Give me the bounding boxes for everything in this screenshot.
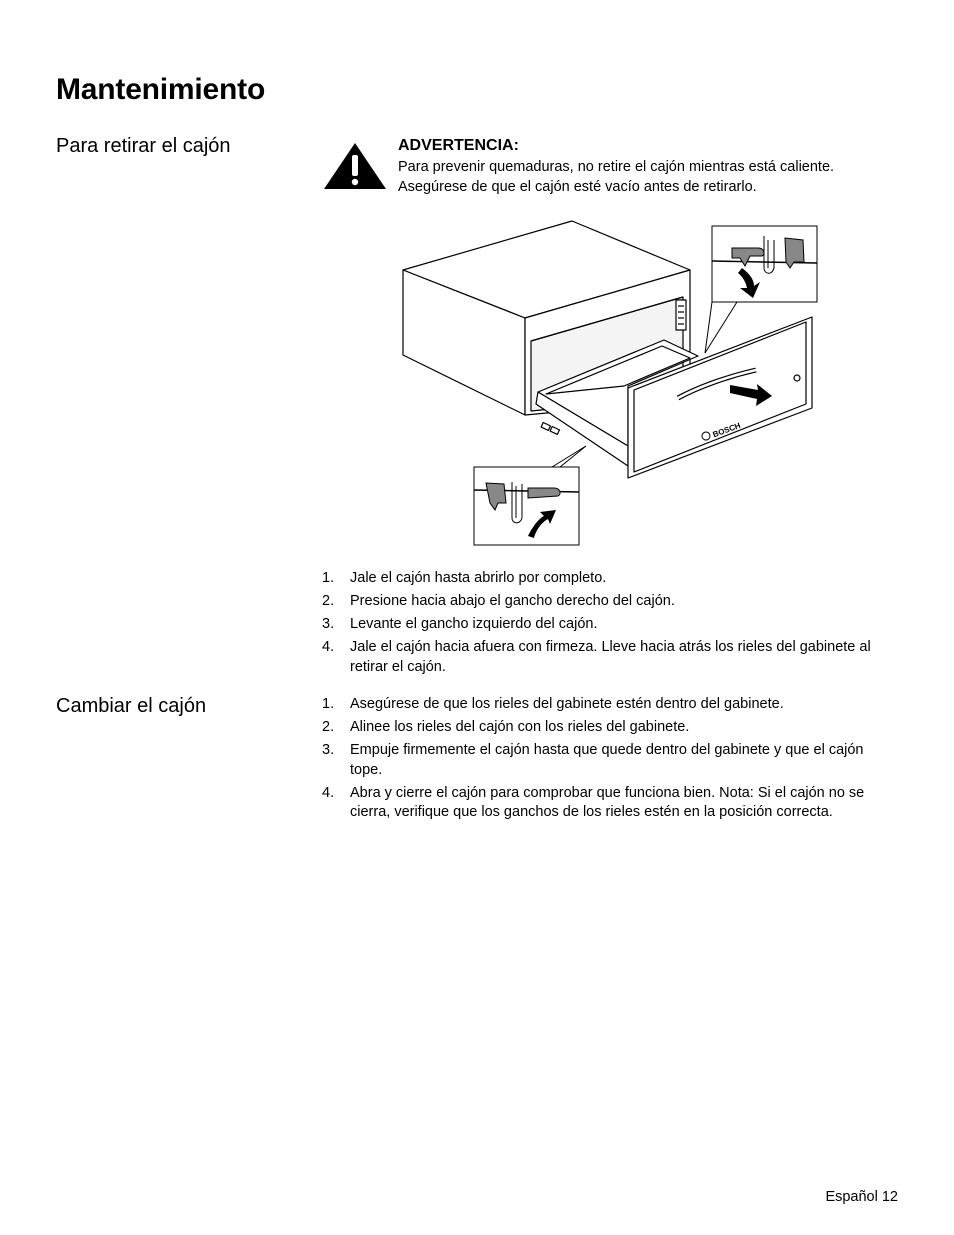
warning-title: ADVERTENCIA: [398, 137, 519, 154]
warning-line: Para prevenir quemaduras, no retire el cajón mientras está caliente. [398, 159, 835, 175]
section-heading-remove-drawer: Para retirar el cajón [56, 135, 231, 157]
warning-line: Asegúrese de que el cajón esté vacío antes de retirarlo. [398, 178, 757, 195]
left-hook-detail [474, 467, 579, 545]
list-item [322, 569, 898, 589]
page-title: Mantenimiento [56, 73, 266, 106]
step-number: 4. [322, 784, 335, 801]
list-item [322, 592, 898, 612]
list-item [322, 638, 898, 677]
list-item [322, 695, 898, 715]
warning-text [398, 158, 898, 197]
warning-triangle-icon [323, 142, 387, 190]
step-text: Empuje firmemente el cajón hasta que quede dentro del gabinete y que el cajón tope. [350, 742, 864, 778]
step-text: Levante el gancho izquierdo del cajón. [350, 616, 598, 632]
list-item [322, 718, 898, 738]
step-number: 2. [322, 593, 335, 609]
step-text: Jale el cajón hasta abrirlo por completo. [350, 570, 607, 586]
list-item [322, 741, 898, 780]
replace-steps-list [322, 695, 898, 826]
step-number: 4. [322, 639, 335, 655]
step-text: Jale el cajón hacia afuera con firmeza. Lleve hacia atrás los rieles del gabinete al retirar el cajón. [350, 639, 871, 675]
list-item [322, 784, 898, 823]
list-item [322, 615, 898, 635]
step-text: Asegúrese de que los rieles del gabinete estén dentro del gabinete. [350, 696, 784, 712]
step-number: 1. [322, 696, 335, 712]
step-text: Presione hacia abajo el gancho derecho del cajón. [350, 593, 675, 609]
step-number: 3. [322, 616, 335, 632]
page-footer: Español 12 [825, 1189, 898, 1205]
step-text: Alinee los rieles del cajón con los rieles del gabinete. [350, 719, 690, 735]
step-number: 3. [322, 742, 335, 758]
remove-steps-list [322, 569, 898, 681]
step-number: 2. [322, 719, 335, 735]
brand-label: BOSCH [711, 420, 742, 440]
step-text: Abra y cierre el cajón para comprobar que funciona bien. Nota: Si el cajón no se cierra, verifique que los ganchos de los rieles estén en la posición correcta. [350, 784, 865, 820]
section-heading-replace-drawer: Cambiar el cajón [56, 695, 207, 717]
step-number: 1. [322, 570, 335, 586]
drawer-removal-illustration [400, 218, 820, 548]
